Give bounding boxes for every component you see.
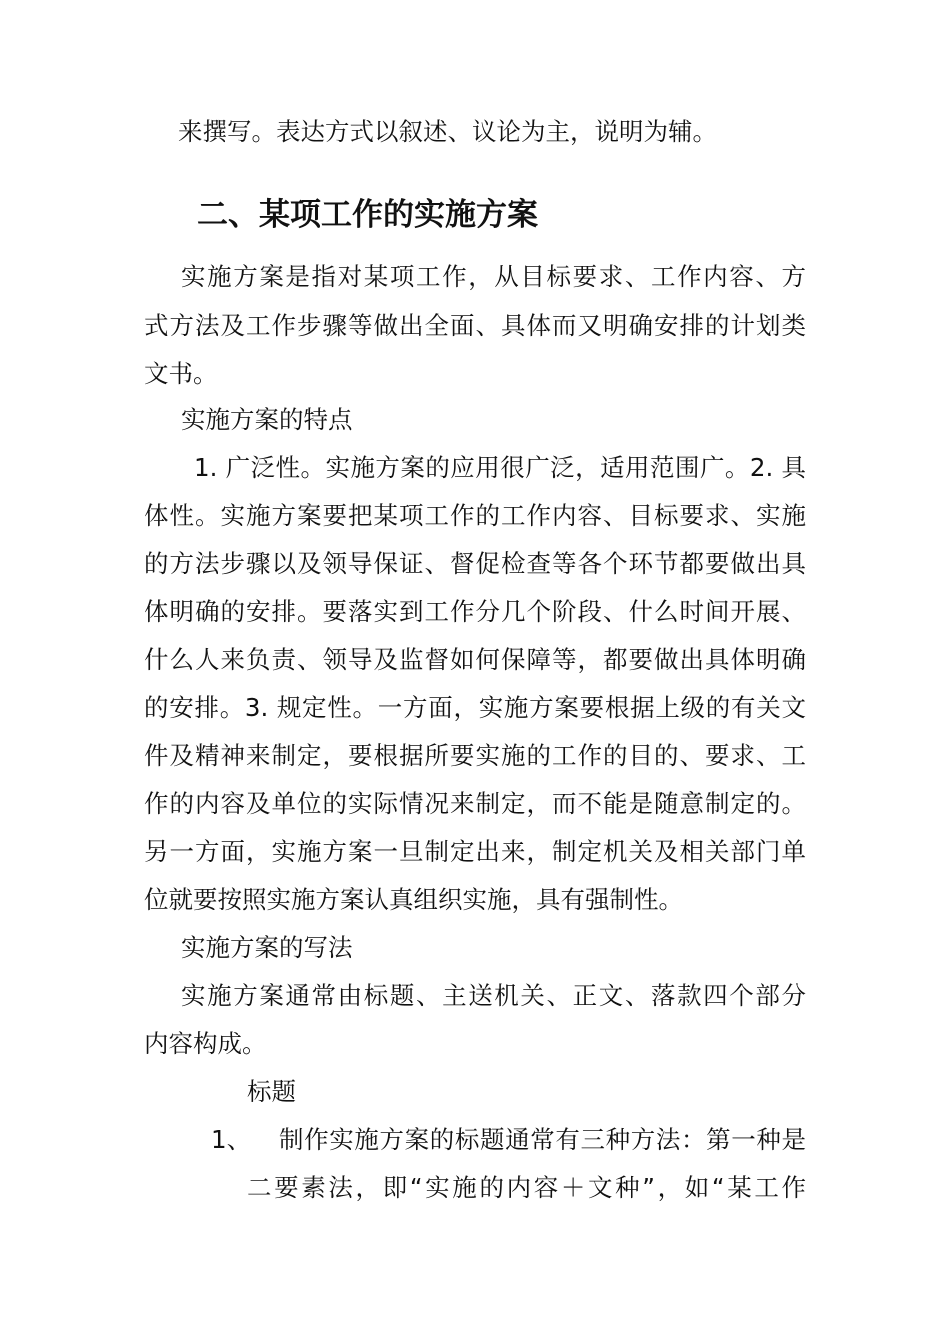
list-item-1-line-1: 制作实施方案的标题通常有三种方法：第一种是 [279,1125,806,1154]
text-line-5: 文书。 [144,359,218,388]
subheading-title: 标题 [247,1077,296,1106]
text-line-9: 的方法步骤以及领导保证、督促检查等各个环节都要做出具 [144,549,806,578]
text-line-14: 作的内容及单位的实际情况来制定，而不能是随意制定的。 [144,789,806,818]
text-line-15: 另一方面，实施方案一旦制定出来，制定机关及相关部门单 [144,837,806,866]
list-number-1: 1、 [211,1125,252,1154]
text-line-19: 内容构成。 [144,1029,267,1058]
list-item-1-line-2: 二要素法，即“实施的内容＋文种”，如“某工作 [247,1173,806,1202]
text-line-13: 件及精神来制定，要根据所要实施的工作的目的、要求、工 [144,741,806,770]
text-line-1: 来撰写。表达方式以叙述、议论为主，说明为辅。 [178,117,717,146]
subheading-writing: 实施方案的写法 [181,933,353,962]
text-line-18: 实施方案通常由标题、主送机关、正文、落款四个部分 [181,981,806,1010]
section-heading: 二、某项工作的实施方案 [197,197,538,233]
text-line-12: 的安排。3. 规定性。一方面，实施方案要根据上级的有关文 [144,693,806,722]
subheading-features: 实施方案的特点 [181,405,353,434]
text-line-7: 1. 广泛性。实施方案的应用很广泛，适用范围广。2. 具 [194,453,806,482]
text-line-10: 体明确的安排。要落实到工作分几个阶段、什么时间开展、 [144,597,806,626]
text-line-11: 什么人来负责、领导及监督如何保障等，都要做出具体明确 [144,645,806,674]
text-line-8: 体性。实施方案要把某项工作的工作内容、目标要求、实施 [144,501,806,530]
text-line-3: 实施方案是指对某项工作，从目标要求、工作内容、方 [181,262,806,291]
text-line-16: 位就要按照实施方案认真组织实施，具有强制性。 [144,885,683,914]
text-line-4: 式方法及工作步骤等做出全面、具体而又明确安排的计划类 [144,311,806,340]
